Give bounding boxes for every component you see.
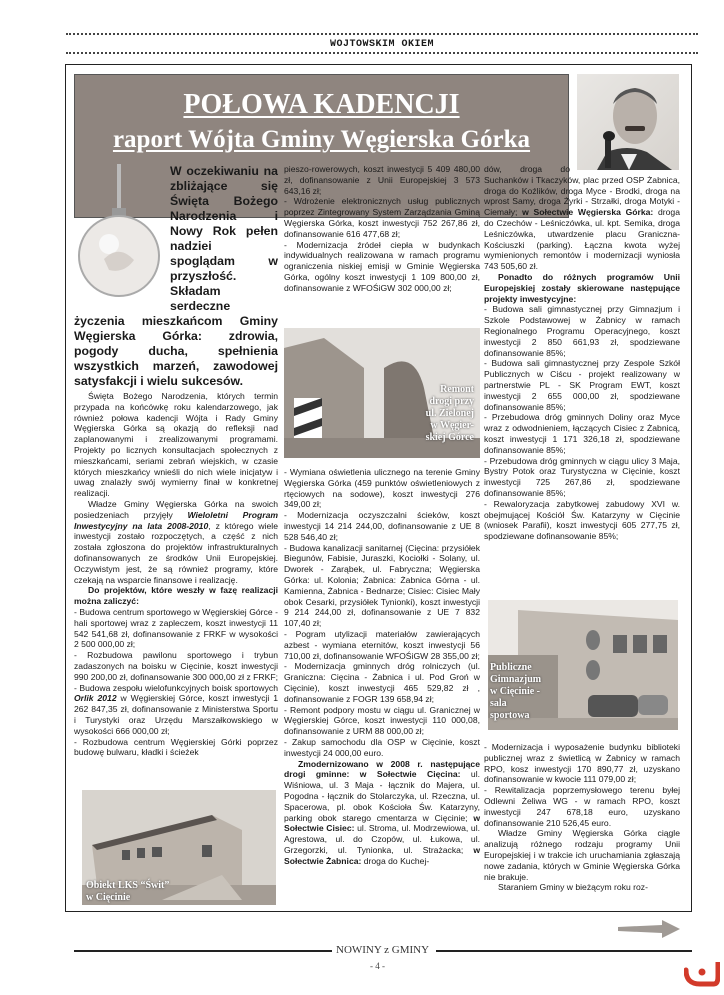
photo-caption: Remont drogi przy ul. Zielonej w Węgier- skiej Górce xyxy=(425,384,474,443)
list-item: pieszo-rowerowych, koszt inwestycji 5 409 480,00 zł, dofinansowanie z Unii Europejskiej 3 573 643,16 zł; xyxy=(284,164,480,196)
list-item: - Rozbudowa pawilonu sportowego i trybun zadaszonych na boisku w Cięcinie, koszt inwestycji 990 200,00 zł, dofinansowanie 300 000,00 zł z FRKF; xyxy=(74,650,278,682)
list-heading: Ponadto do różnych programów Unii Europejskiej zostały skierowane następujące projekty inwestycyjne: xyxy=(484,271,680,304)
list-item: - Przebudowa dróg gminnych w ciągu ulicy 3 Maja, Bystry Potok oraz Turystyczna w Cięcinie, koszt inwestycji 725 267,86 zł, spodziewane dofinansowanie 85%; xyxy=(484,455,680,498)
list-item: - Przebudowa dróg gminnych Doliny oraz Myce wraz z odwodnieniem, łączących Cisiec z Żabnicą, koszt inwestycji 1 171 326,18 zł, spodziewane dofinansowanie 85%; xyxy=(484,412,680,455)
list-heading: Do projektów, które weszły w fazę realizacji można zaliczyć: xyxy=(74,585,278,607)
list-item: - Budowa kanalizacji sanitarnej (Cięcina: przysiółek Biegunów, Fabisie, Juraszki, Kociołki - Solany, ul. Dworek - Zarąbek, ul. Fabryczna; Węgierska Górka: ul. Kolonia; Żabnica: Żabnica Górna - ul. Kamienna, Żabnica - Bednarze; Cisiec: Cisiec Mały obok Cesarki, przysiółek Tynionki), koszt inwestycji 9 214 244,00 zł, dofinansowanie z UE 7 832 107,40 zł; xyxy=(284,542,480,629)
list-item: - Modernizacja oczyszczalni ścieków, koszt inwestycji 14 214 244,00, dofinansowanie z UE 8 528 546,40 zł; xyxy=(284,510,480,542)
page-number: - 4 - xyxy=(370,961,385,971)
section-title: WOJTOWSKIM OKIEM xyxy=(329,39,434,50)
subheadline: raport Wójta Gminy Węgierska Górka xyxy=(112,126,531,154)
list-item: - Modernizacja gminnych dróg rolniczych (ul. Graniczna: Cięcina - Żabnica i ul. Pod Groń w Cięcinie), koszt inwestycji 465 529,82 zł , dofinansowanie z FOGR 139 658,94 zł; xyxy=(284,661,480,704)
list-item: - Modernizacja i wyposażenie budynku biblioteki publicznej wraz z świetlicą w Żabnicy w ramach RPO, kosz inwestycji 170 890,77 zł, uzyskano dofinansowanie w kwocie 111 079,00 zł; xyxy=(484,742,680,785)
continue-arrow-icon xyxy=(618,920,680,938)
column-2 xyxy=(284,164,480,294)
paragraph: dów, droga do Suchanków i Tkaczyków, plac przed OSP Żabnica, droga do Koźlików, droga Myce - Brodki, droga na wprost Samy, droga Żyrki - Strzałki, droga Motyki - Ciemały; w Sołectwie Węgierska Górka: droga do Czechów - Leśniczówka, ul. kpt. Semika, droga Leśniczówka, utwardzenie placu Graniczna-Kościuszki (parking). Łączna kwota wyżej wymienionych remontów i modernizacji wyniosła 743 505,60 zł. xyxy=(484,164,680,272)
list-item: - Wdrożenie elektronicznych usług publicznych poprzez Zintegrowany System Zarządzania Gminą Węgierska Górka, koszt inwestycji 752 267,86 zł, dofinansowanie 616 477,68 zł; xyxy=(284,196,480,239)
header-rule-top xyxy=(66,33,698,35)
list-item: - Budowa sali gimnastycznej przy Gimnazjum i Szkole Podstawowej w Żabnicy w ramach Regionalnego Programu Operacyjnego, koszt inwestycji 2 850 661,93 zł, spodziewane dofinansowanie 85%; xyxy=(484,304,680,358)
list-item: - Rewaloryzacja zabytkowej zabudowy XVI w. obejmującej Kościół Św. Katarzyny w Cięcinie (wniosek Parafii), koszt inwestycji 605 277,75 zł, spodziewane dofinansowanie 85%; xyxy=(484,498,680,542)
list-item: - Budowa zespołu wielofunkcyjnych boisk sportowych Orlik 2012 w Węgierskiej Górce, koszt inwestycji 1 262 847,35 zł, dofinansowanie z Ministerstwa Sportu i Turystyki oraz Urzędu Marszałkowskiego w wysokości 666 000,00 zł; xyxy=(74,682,279,736)
christmas-ornament-image xyxy=(74,164,164,304)
greeting-lead: W oczekiwaniu na zbliżające się Święta Bożego Narodzenia i Nowy Rok pełen nadziei spoglądam w przyszłość. Składam serdeczne życzenia mieszkańcom Gminy Węgierska Górka: zdrowia, pogody ducha, spełnienia wszystkich marzeń, zawodowej satysfakcji i wielu sukcesów. xyxy=(74,164,278,388)
footer-title: NOWINY z GMINY xyxy=(336,944,430,956)
column-1 xyxy=(74,164,278,758)
photo-caption: Obiekt LKS “Świt” w Cięcinie xyxy=(86,880,170,903)
list-item: - Modernizacja źródeł ciepła w budynkach indywidualnych realizowana w ramach programu ograniczenia niskiej emisji w Gminie Węgierska Górka, ogólny koszt inwestycji 1 109 800,00 zł, dofinansowanie z WFOŚiGW 302 000,00 zł; xyxy=(284,239,480,293)
paragraph: Święta Bożego Narodzenia, których termin przypada na końcówkę roku kalendarzowego, jak również połowa kadencji Wójta i Rady Gminy Węgierska Górka są okazją do refleksji nad zaplanowanymi i zrealizowanymi programami. Projekty po licznych konsultacjach społecznych z mieszkańcami, seriami zebrań wiejskich, w czasie których mieszkańcy wnieśli do nich wiele inicjatyw i uwag znalazły swój wymierny finał w konkretnej realizacji. xyxy=(74,391,278,499)
mayor-portrait-photo xyxy=(577,74,679,170)
paragraph: Staraniem Gminy w bieżącym roku roz- xyxy=(498,882,648,893)
gymnasium-building-photo xyxy=(488,600,678,730)
lks-swit-building-photo xyxy=(82,790,276,905)
paragraph: Władze Gminy Węgierska Górka ciągle analizują różnego rodzaju programy Unii Europejskiej i w trakcie ich uruchamiania zgłaszają nowe zadania, których w Gminie Węgierska Górka nie brakuje. xyxy=(484,828,680,882)
list-item: - Rozbudowa centrum Węgierskiej Górki poprzez budowę bulwaru, kładki i ścieżek xyxy=(74,736,278,758)
list-item: - Budowa centrum sportowego w Węgierskiej Górce - hali sportowej wraz z zapleczem, koszt inwestycji 11 542 541,68 zł, dofinansowanie z FRKF w wysokości 2 500 000,00 zł; xyxy=(74,606,278,650)
list-item: - Pogram utylizacji materiałów zawierających azbest - wymiana eternitów, koszt inwestycji 56 710,00 zł, dofinansowanie WFOŚiGW 28 355,00 zł; xyxy=(284,628,480,661)
list-item: - Budowa sali gimnastycznej przy Zespole Szkół Publicznych w Ciścu - projekt realizowany w partnerstwie PL - SK Program EWT, koszt inwestycji 2 655 000,00 zł, spodziewane dofinansowanie 85%; xyxy=(484,358,680,412)
column-3-continued xyxy=(484,742,680,893)
header-rule-bottom xyxy=(66,52,698,54)
list-item: - Rewitalizacja poprzemysłowego terenu byłej Odlewni Żeliwa WG - w ramach RPO, koszt inwestycji 247 678,18 euro, uzyskano dofinansowanie 210 526,45 euro. xyxy=(484,785,680,828)
list-item: - Remont podpory mostu w ciągu ul. Granicznej w Węgierskiej Górce, koszt inwestycji 110 000,08, dofinansowanie z URM 88 000,00 zł; xyxy=(284,704,480,737)
paragraph: Zmodernizowano w 2008 r. następujące drogi gminne: w Sołectwie Cięcina: ul. Wiśniowa, ul. 3 Maja - łącznik do Majera, ul. Pogodna - łącznik do Stolarczyka, ul. Rzeczna, ul. Spacerowa, pl. obok Kościoła Św. Katarzyny, parking obok starego cmentarza w Cięcinie; w Sołectwie Cisiec: ul. Stroma, ul. Modrzewiowa, ul. Agrestowa, ul. do Czopów, ul. Łukowa, ul. Grzegorzki, ul. Tynionka, ul. Strażacka; w Sołectwie Żabnica: droga do Kuchej- xyxy=(284,758,480,866)
footer-rule-left xyxy=(74,950,332,952)
road-repair-photo xyxy=(284,328,480,458)
column-3 xyxy=(484,164,680,542)
footer-rule-right xyxy=(436,950,692,952)
headline: POŁOWA KADENCJI xyxy=(183,89,460,120)
paragraph: Władze Gminy Węgierska Górka na swoich posiedzeniach przyjęły Wieloletni Program Inwestycyjny na lata 2008-2010, z którego wiele inwestycji zostało rozpoczętych, a część z nich została zgłoszona do projektów infrastrukturalnych dofinansowanych ze środków Unii Europejskiej. Oczywistym jest, że są również programy, które czekają na wsparcie finansowe i realizację. xyxy=(74,498,279,585)
column-2-continued xyxy=(284,467,480,866)
list-item: - Wymiana oświetlenia ulicznego na terenie Gminy Węgierska Górka (459 punktów oświetleniowych z rtęciowych na sodowe), koszt inwestycji 276 349,00 zł; xyxy=(284,467,480,510)
list-item: - Zakup samochodu dla OSP w Cięcinie, koszt inwestycji 24 000,00 euro. xyxy=(284,736,480,758)
photo-caption: Publiczne Gimnazjum w Cięcinie - sala sportowa xyxy=(490,662,542,721)
corner-mark-icon xyxy=(684,962,720,988)
